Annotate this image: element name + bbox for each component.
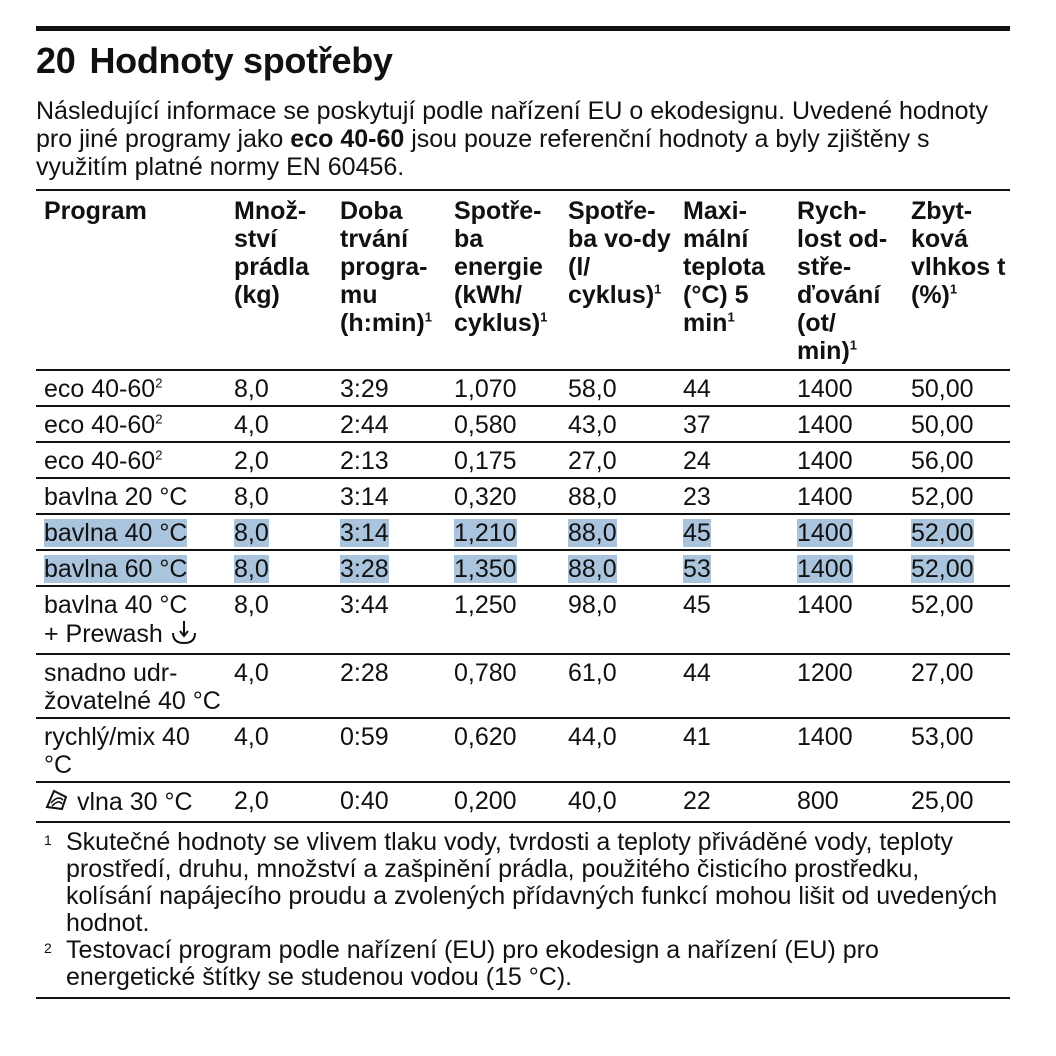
- cell-value: 45: [683, 519, 711, 547]
- intro-paragraph: [36, 97, 1010, 181]
- cell-program: [36, 478, 226, 514]
- cell-energy: [446, 654, 560, 718]
- cell-moisture: [903, 586, 1010, 654]
- program-name: vlna 30 °C: [76, 788, 193, 816]
- cell-value: 0:59: [340, 723, 389, 751]
- cell-moisture: [903, 406, 1010, 442]
- cell-value: 2:28: [340, 659, 389, 687]
- header-duration: [332, 191, 446, 370]
- cell-value: 2,0: [234, 787, 269, 815]
- program-name: bavlna 60 °C: [44, 555, 188, 583]
- cell-temp: [675, 654, 789, 718]
- cell-value: 50,00: [911, 411, 974, 439]
- cell-water: [560, 586, 675, 654]
- cell-value: 27,00: [911, 659, 974, 687]
- cell-value: 27,0: [568, 447, 617, 475]
- cell-duration: [332, 782, 446, 822]
- cell-moisture: [903, 782, 1010, 822]
- cell-temp: [675, 782, 789, 822]
- cell-water: [560, 782, 675, 822]
- header-program: [36, 191, 226, 370]
- table-row: [36, 782, 1010, 822]
- cell-duration: [332, 514, 446, 550]
- cell-value: 0:40: [340, 787, 389, 815]
- prewash-icon: [170, 619, 198, 651]
- footnote-ref: 2: [155, 411, 163, 427]
- cell-value: 52,00: [911, 591, 974, 619]
- cell-value: 41: [683, 723, 711, 751]
- cell-temp: [675, 406, 789, 442]
- header-label: Doba trvání progra-mu (h:min): [340, 197, 428, 337]
- intro-bold-program: eco 40-60: [290, 125, 405, 153]
- section-title: Hodnoty spotřeby: [89, 40, 393, 81]
- cell-value: 3:14: [340, 483, 389, 511]
- table-body: [36, 370, 1010, 822]
- header-label: Rych-lost od-stře-ďování (ot/ min): [797, 197, 888, 365]
- section-number: 20: [36, 40, 76, 81]
- table-row: [36, 406, 1010, 442]
- cell-moisture: [903, 718, 1010, 782]
- cell-load: [226, 718, 332, 782]
- cell-value: 8,0: [234, 519, 269, 547]
- cell-value: 1,070: [454, 375, 517, 403]
- cell-energy: [446, 370, 560, 406]
- cell-value: 1200: [797, 659, 853, 687]
- table-row: [36, 514, 1010, 550]
- cell-value: 88,0: [568, 519, 617, 547]
- cell-water: [560, 654, 675, 718]
- cell-energy: [446, 718, 560, 782]
- cell-value: 800: [797, 787, 839, 815]
- program-extra: + Prewash: [44, 620, 170, 648]
- cell-energy: [446, 782, 560, 822]
- program-name: bavlna 20 °C: [44, 483, 188, 511]
- cell-water: [560, 406, 675, 442]
- cell-value: 40,0: [568, 787, 617, 815]
- cell-moisture: [903, 478, 1010, 514]
- cell-value: 1400: [797, 591, 853, 619]
- cell-value: 3:29: [340, 375, 389, 403]
- header-label: Zbyt-ková vlhkos t (%): [911, 197, 1006, 309]
- header-energy: [446, 191, 560, 370]
- cell-load: [226, 550, 332, 586]
- footnote-ref: 1: [540, 309, 548, 325]
- cell-water: [560, 514, 675, 550]
- cell-value: 52,00: [911, 555, 974, 583]
- cell-program: [36, 654, 226, 718]
- cell-value: 58,0: [568, 375, 617, 403]
- cell-duration: [332, 406, 446, 442]
- cell-water: [560, 442, 675, 478]
- program-name: snadno udr-žovatelné 40 °C: [44, 659, 221, 715]
- cell-value: 88,0: [568, 555, 617, 583]
- intro-text-2: jsou pouze referenční hodnoty a byly zjištěny s využitím platné normy EN 60456.: [36, 125, 930, 181]
- cell-load: [226, 406, 332, 442]
- cell-program: [36, 718, 226, 782]
- cell-value: 24: [683, 447, 711, 475]
- cell-value: 23: [683, 483, 711, 511]
- cell-water: [560, 370, 675, 406]
- cell-value: 1400: [797, 555, 853, 583]
- cell-program: [36, 442, 226, 478]
- cell-water: [560, 718, 675, 782]
- header-spin: [789, 191, 903, 370]
- cell-value: 0,200: [454, 787, 517, 815]
- cell-moisture: [903, 442, 1010, 478]
- cell-spin: [789, 718, 903, 782]
- cell-spin: [789, 406, 903, 442]
- cell-temp: [675, 550, 789, 586]
- cell-program: [36, 550, 226, 586]
- cell-value: 1400: [797, 723, 853, 751]
- cell-energy: [446, 514, 560, 550]
- cell-value: 50,00: [911, 375, 974, 403]
- cell-duration: [332, 370, 446, 406]
- header-label: Spotře-ba vo-dy (l/ cyklus): [568, 197, 671, 309]
- cell-value: 37: [683, 411, 711, 439]
- table-row: [36, 550, 1010, 586]
- program-name: bavlna 40 °C: [44, 591, 188, 619]
- cell-value: 3:28: [340, 555, 389, 583]
- cell-duration: [332, 478, 446, 514]
- program-name: eco 40-60: [44, 447, 156, 475]
- header-moisture: [903, 191, 1010, 370]
- cell-load: [226, 442, 332, 478]
- cell-duration: [332, 586, 446, 654]
- page: [36, 26, 1010, 999]
- cell-load: [226, 478, 332, 514]
- table-header-row: [36, 191, 1010, 370]
- cell-value: 52,00: [911, 483, 974, 511]
- header-water: [560, 191, 675, 370]
- cell-spin: [789, 550, 903, 586]
- cell-value: 2:13: [340, 447, 389, 475]
- cell-value: 1400: [797, 519, 853, 547]
- footnote-ref: 1: [949, 281, 958, 297]
- page-title: [36, 39, 1010, 83]
- cell-value: 4,0: [234, 411, 269, 439]
- cell-program: [36, 406, 226, 442]
- cell-value: 52,00: [911, 519, 974, 547]
- cell-spin: [789, 586, 903, 654]
- table-row: [36, 586, 1010, 654]
- footnote-mark: 2: [44, 940, 52, 956]
- cell-value: 8,0: [234, 375, 269, 403]
- cell-value: 98,0: [568, 591, 617, 619]
- cell-value: 2:44: [340, 411, 389, 439]
- cell-value: 22: [683, 787, 711, 815]
- cell-moisture: [903, 550, 1010, 586]
- cell-value: 0,320: [454, 483, 517, 511]
- cell-load: [226, 782, 332, 822]
- cell-load: [226, 514, 332, 550]
- cell-value: 44,0: [568, 723, 617, 751]
- cell-value: 3:44: [340, 591, 389, 619]
- cell-energy: [446, 478, 560, 514]
- cell-program: [36, 370, 226, 406]
- cell-moisture: [903, 514, 1010, 550]
- header-label: Maxi-mální teplota (°C) 5 min: [683, 197, 765, 337]
- cell-program: [36, 586, 226, 654]
- cell-value: 53: [683, 555, 711, 583]
- cell-duration: [332, 442, 446, 478]
- table-row: [36, 478, 1010, 514]
- cell-value: 25,00: [911, 787, 974, 815]
- cell-energy: [446, 550, 560, 586]
- cell-temp: [675, 586, 789, 654]
- cell-duration: [332, 654, 446, 718]
- cell-value: 1,250: [454, 591, 517, 619]
- consumption-table: [36, 191, 1010, 823]
- footnote-text: Testovací program podle nařízení (EU) pro ekodesign a nařízení (EU) pro energetické štítky se studenou vodou (15 °C).: [66, 936, 879, 991]
- cell-value: 0,175: [454, 447, 517, 475]
- cell-value: 4,0: [234, 723, 269, 751]
- cell-temp: [675, 478, 789, 514]
- cell-value: 4,0: [234, 659, 269, 687]
- cell-value: 8,0: [234, 483, 269, 511]
- cell-value: 1400: [797, 411, 853, 439]
- cell-program: [36, 514, 226, 550]
- cell-value: 56,00: [911, 447, 974, 475]
- cell-water: [560, 550, 675, 586]
- cell-value: 88,0: [568, 483, 617, 511]
- cell-spin: [789, 514, 903, 550]
- cell-value: 1400: [797, 375, 853, 403]
- footnote-ref: 2: [155, 375, 163, 391]
- cell-water: [560, 478, 675, 514]
- cell-value: 45: [683, 591, 711, 619]
- cell-value: 61,0: [568, 659, 617, 687]
- cell-load: [226, 586, 332, 654]
- cell-value: 3:14: [340, 519, 389, 547]
- footnote-ref: 1: [849, 337, 858, 353]
- cell-value: 2,0: [234, 447, 269, 475]
- cell-value: 44: [683, 659, 711, 687]
- cell-program: [36, 782, 226, 822]
- cell-duration: [332, 718, 446, 782]
- footnotes: [36, 829, 1010, 991]
- cell-value: 0,780: [454, 659, 517, 687]
- cell-load: [226, 654, 332, 718]
- header-label: Spotře-ba energie (kWh/ cyklus): [454, 197, 543, 337]
- header-label: Program: [44, 197, 147, 225]
- cell-value: 1400: [797, 483, 853, 511]
- cell-energy: [446, 406, 560, 442]
- cell-moisture: [903, 654, 1010, 718]
- cell-spin: [789, 478, 903, 514]
- cell-spin: [789, 654, 903, 718]
- cell-energy: [446, 586, 560, 654]
- table-row: [36, 654, 1010, 718]
- cell-spin: [789, 370, 903, 406]
- cell-value: 0,620: [454, 723, 517, 751]
- header-temp: [675, 191, 789, 370]
- program-name: bavlna 40 °C: [44, 519, 188, 547]
- cell-spin: [789, 782, 903, 822]
- program-name: eco 40-60: [44, 375, 156, 403]
- footnote-mark: 1: [44, 832, 52, 848]
- footnote-ref: 1: [424, 309, 432, 325]
- cell-energy: [446, 442, 560, 478]
- footnote-ref: 2: [155, 447, 163, 463]
- cell-load: [226, 370, 332, 406]
- table-row: [36, 442, 1010, 478]
- footnote-ref: 1: [727, 309, 735, 325]
- table-row: [36, 718, 1010, 782]
- bottom-rule: [36, 997, 1010, 999]
- cell-moisture: [903, 370, 1010, 406]
- cell-duration: [332, 550, 446, 586]
- cell-value: 53,00: [911, 723, 974, 751]
- cell-value: 1400: [797, 447, 853, 475]
- footnote-1: [36, 829, 1010, 937]
- cell-value: 43,0: [568, 411, 617, 439]
- footnote-2: [36, 937, 1010, 991]
- cell-spin: [789, 442, 903, 478]
- header-load: [226, 191, 332, 370]
- cell-value: 8,0: [234, 555, 269, 583]
- wool-icon: [44, 787, 70, 819]
- cell-temp: [675, 370, 789, 406]
- cell-value: 0,580: [454, 411, 517, 439]
- footnote-text: Skutečné hodnoty se vlivem tlaku vody, tvrdosti a teploty přiváděné vody, teploty prostředí, druhu, množství a zašpinění prádla, použitého čisticího prostředku, kolísání napájecího proudu a zvolených přídavných funkcí mohou lišit od uvedených hodnot.: [66, 828, 998, 937]
- top-rule: [36, 26, 1010, 31]
- header-label: Množ-ství prádla (kg): [234, 197, 310, 309]
- cell-value: 8,0: [234, 591, 269, 619]
- table-row: [36, 370, 1010, 406]
- cell-value: 1,210: [454, 519, 517, 547]
- cell-temp: [675, 514, 789, 550]
- cell-temp: [675, 718, 789, 782]
- program-name: eco 40-60: [44, 411, 156, 439]
- cell-value: 44: [683, 375, 711, 403]
- program-name: rychlý/mix 40 °C: [44, 723, 190, 779]
- cell-temp: [675, 442, 789, 478]
- footnote-ref: 1: [654, 281, 662, 297]
- intro-text-1: Následující informace se poskytují podle nařízení EU o ekodesignu. Uvedené hodnoty pro jiné programy jako: [36, 97, 988, 153]
- cell-value: 1,350: [454, 555, 517, 583]
